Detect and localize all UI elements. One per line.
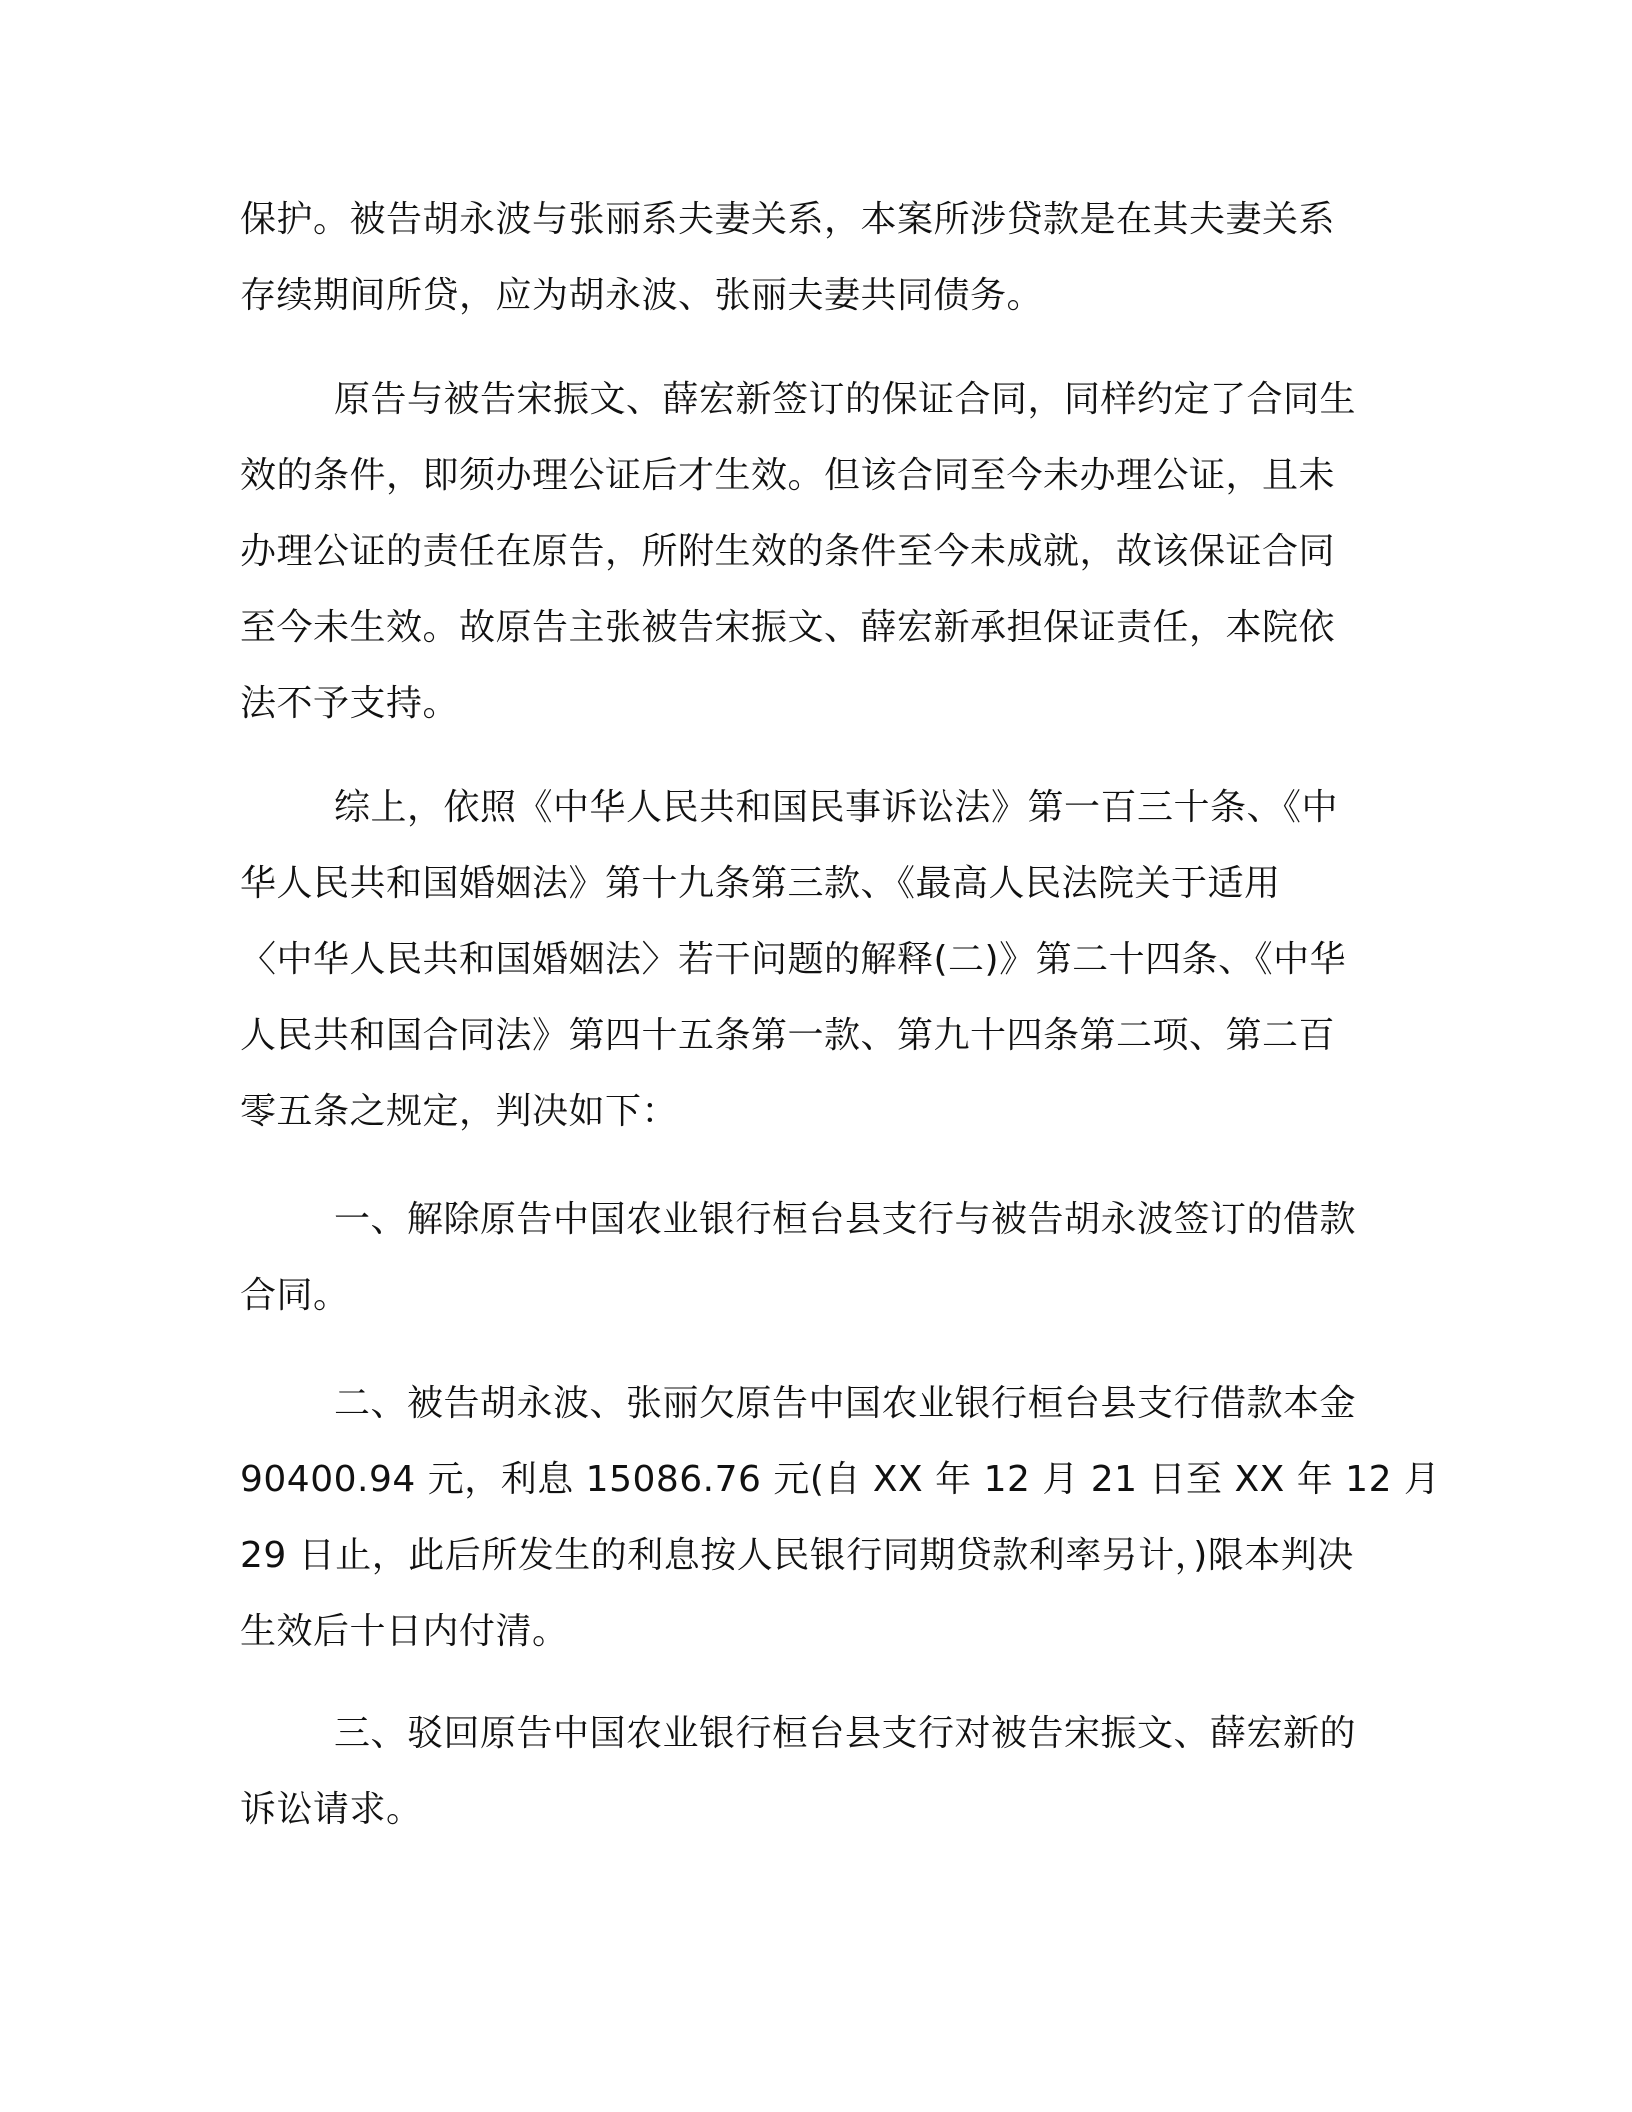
judgment-item-3 xyxy=(240,1696,1388,1848)
text-line: 一、解除原告中国农业银行桓台县支行与被告胡永波签订的借款 xyxy=(334,1199,1357,1240)
text-line: 法不予支持。 xyxy=(240,683,460,724)
text-line: 二、被告胡永波、张丽欠原告中国农业银行桓台县支行借款本金 xyxy=(334,1383,1357,1424)
text-line: 保护。被告胡永波与张丽系夫妻关系，本案所涉贷款是在其夫妻关系 xyxy=(240,199,1336,240)
text-line: 合同。 xyxy=(240,1275,350,1316)
text-line: 综上，依照《中华人民共和国民事诉讼法》第一百三十条、《中 xyxy=(334,787,1339,828)
paragraph-legal-basis xyxy=(240,770,1388,1150)
text-line: 至今未生效。故原告主张被告宋振文、薛宏新承担保证责任，本院依 xyxy=(240,607,1336,648)
paragraph-guarantee-contract xyxy=(240,362,1388,742)
text-line: 人民共和国合同法》第四十五条第一款、第九十四条第二项、第二百 xyxy=(240,1015,1336,1056)
text-line: 办理公证的责任在原告，所附生效的条件至今未成就，故该保证合同 xyxy=(240,531,1336,572)
text-line: 零五条之规定，判决如下： xyxy=(240,1091,679,1132)
text-line: 生效后十日内付清。 xyxy=(240,1611,569,1652)
text-line: 〈中华人民共和国婚姻法〉若干问题的解释(二)》第二十四条、《中华 xyxy=(240,939,1347,980)
judgment-item-2 xyxy=(240,1366,1441,1670)
text-line: 原告与被告宋振文、薛宏新签订的保证合同，同样约定了合同生 xyxy=(334,379,1357,420)
text-line: 诉讼请求。 xyxy=(240,1789,423,1830)
text-line: 29 日止，此后所发生的利息按人民银行同期贷款利率另计，)限本判决 xyxy=(240,1535,1354,1576)
text-line: 华人民共和国婚姻法》第十九条第三款、《最高人民法院关于适用 xyxy=(240,863,1281,904)
text-line: 三、驳回原告中国农业银行桓台县支行对被告宋振文、薛宏新的 xyxy=(334,1713,1357,1754)
paragraph-joint-debt xyxy=(240,182,1388,334)
text-line: 90400.94 元，利息 15086.76 元(自 XX 年 12 月 21 日至 XX 年 12 月 xyxy=(240,1459,1441,1500)
text-line: 效的条件，即须办理公证后才生效。但该合同至今未办理公证，且未 xyxy=(240,455,1336,496)
text-line: 存续期间所贷，应为胡永波、张丽夫妻共同债务。 xyxy=(240,275,1044,316)
judgment-item-1 xyxy=(240,1182,1388,1334)
